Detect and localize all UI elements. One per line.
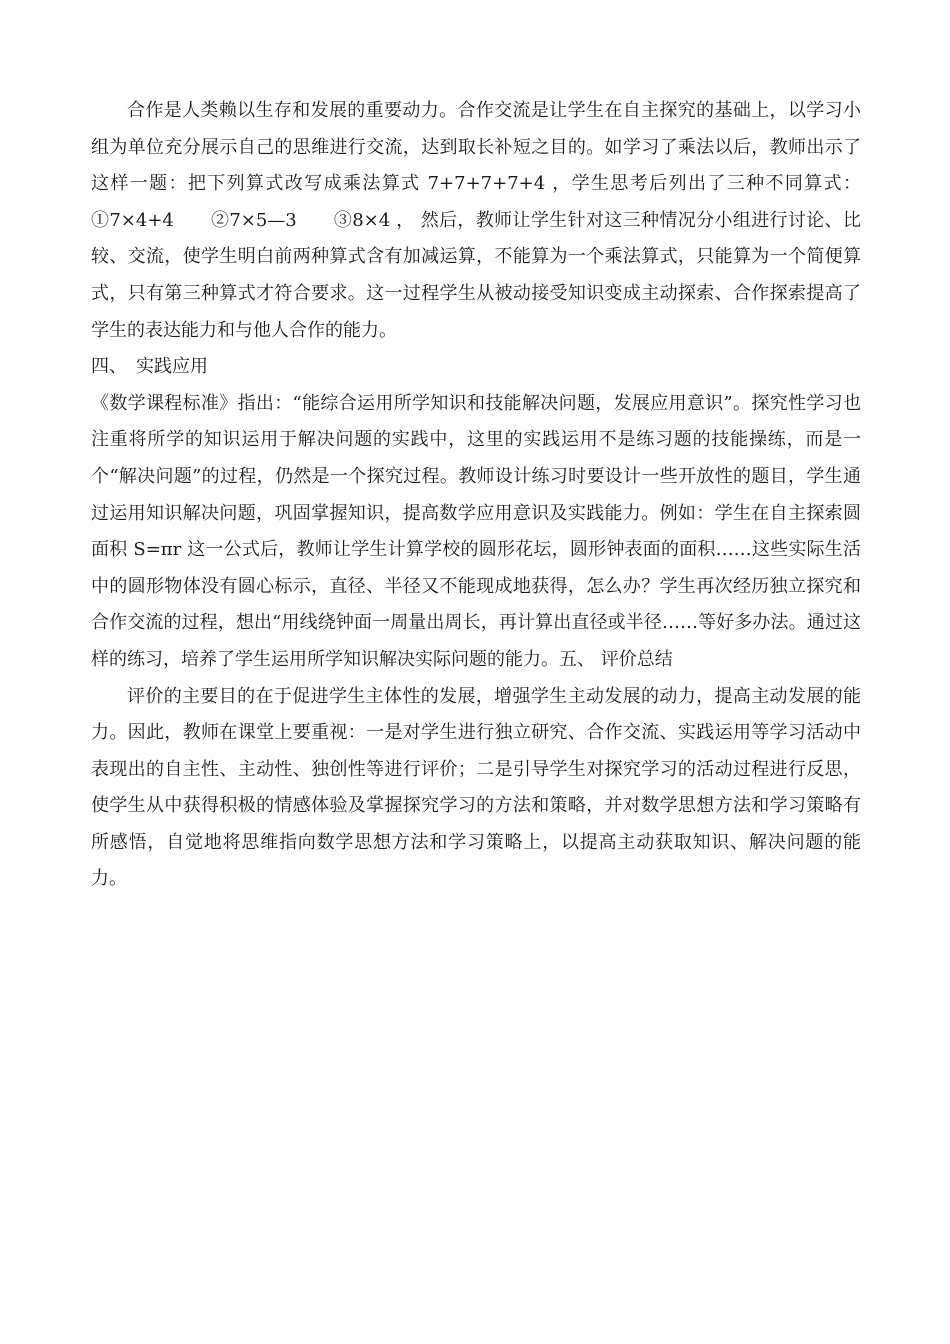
section-heading-practice: 四、 实践应用 [91,356,208,378]
document-body [91,93,861,898]
paragraph-practice: 《数学课程标准》指出：“能综合运用所学知识和技能解决问题，发展应用意识”。探究性学习也注重将所学的知识运用于解决问题的实践中，这里的实践运用不是练习题的技能操练，而是一个“解决问题”的过程，仍然是一个探究过程。教师设计练习时要设计一些开放性的题目，学生通过运用知识解决问题，巩固掌握知识，提高数学应用意识及实践能力。例如：学生在自主探索圆面积 S=πr 这一公式后，教师让学生计算学校的圆形花坛，圆形钟表面的面积……这些实际生活中的圆形物体没有圆心标示，直径、半径又不能现成地获得，怎么办？学生再次经历独立探究和合作交流的过程，想出“用线绕钟面一周量出周长，再计算出直径或半径……等好多办法。通过这样的练习，培养了学生运用所学知识解决实际问题的能力。五、 评价总结 [91,392,861,670]
paragraph-cooperation: 合作是人类赖以生存和发展的重要动力。合作交流是让学生在自主探究的基础上，以学习小组为单位充分展示自己的思维进行交流，达到取长补短之目的。如学习了乘法以后，教师出示了这样一题：把下列算式改写成乘法算式 7+7+7+7+4 ，学生思考后列出了三种不同算式：①7×4+4 ②7×5—3 ③8×4 ， 然后，教师让学生针对这三种情况分小组进行讨论、比较、交流，使学生明白前两种算式含有加减运算，不能算为一个乘法算式，只能算为一个简便算式，只有第三种算式才符合要求。这一过程学生从被动接受知识变成主动探索、合作探索提高了学生的表达能力和与他人合作的能力。 [91,100,861,341]
paragraph-evaluation: 评价的主要目的在于促进学生主体性的发展，增强学生主动发展的动力，提高主动发展的能力。因此，教师在课堂上要重视：一是对学生进行独立研究、合作交流、实践运用等学习活动中表现出的自主性、主动性、独创性等进行评价；二是引导学生对探究学习的活动过程进行反思，使学生从中获得积极的情感体验及掌握探究学习的方法和策略，并对数学思想方法和学习策略有所感悟，自觉地将思维指向数学思想方法和学习策略上，以提高主动获取知识、解决问题的能力。 [91,685,861,890]
